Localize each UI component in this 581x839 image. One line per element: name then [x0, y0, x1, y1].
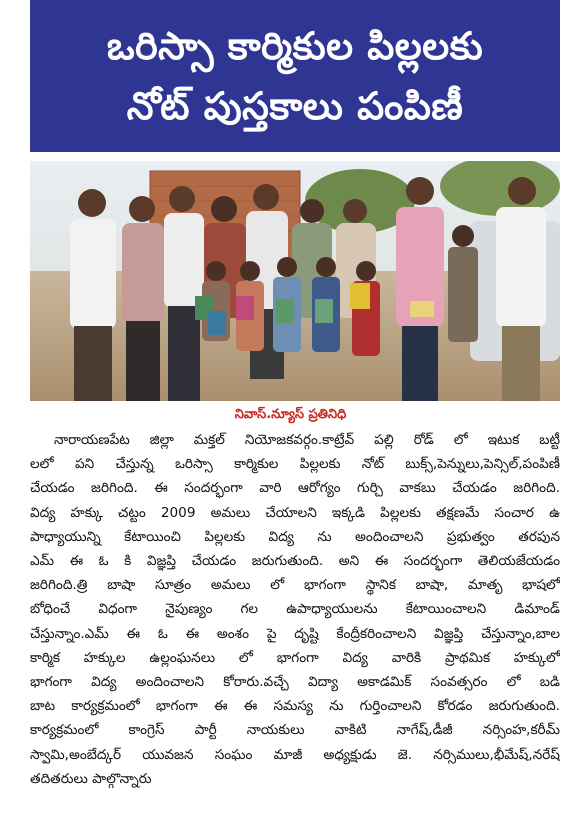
- news-photo: [30, 161, 560, 401]
- article-line: చేయడం జరిగింది. ఈ సందర్భంగా వారి ఆరోగ్యం గుర్చి వాకబు చేయడం జరిగింది.: [30, 480, 560, 497]
- article-line: విద్య హక్కు చట్టం 2009 అమలు చేయాలని ఇక్కడి పిల్లలకు తక్షణమే సంచార ఉ: [30, 504, 560, 521]
- article-line: చేస్తున్నాం.ఎమ్ ఈ ఓ ఈ అంశం పై దృష్టి కేంద్రీకరించాలని విజ్ఞప్తి చేస్తున్నాం,బాల: [30, 625, 560, 642]
- article-line: కార్మిక హక్కుల ఉల్లంఘనలు లో భాగంగా విద్య వారికి ప్రాథమిక హక్కులో: [30, 649, 560, 666]
- article-body: [30, 428, 560, 791]
- article-line: బాట కార్యక్రమంలో భాగంగా ఈ ఈ సమస్య ను గుర్తించాలని కోరడం జరుగుతుంది.: [30, 698, 560, 715]
- article-line: జరిగింది.త్రి బాషా సూత్రం అమలు లో భాగంగా స్థానిక బాషా, మాతృ భాషలో: [30, 577, 560, 594]
- article-line: బోధించే విధంగా నైపుణ్యం గల ఉపాధ్యాయులను కేటాయించాలని డిమాండ్: [30, 601, 560, 618]
- byline: నివాస్.న్యూస్ ప్రతినిధి: [234, 407, 347, 422]
- article-line: ఎమ్ ఈ ఓ కి విజ్ఞప్తి చేయడం జరుగుతుంది. అని ఈ సందర్భంగా తెలియజేయడం: [30, 553, 560, 570]
- article-line: లలో పని చేస్తున్న ఒరిస్సా కార్మికుల పిల్లలకు నోట్ బుక్స్,పెన్నులు,పెన్సిల్,పంపిణీ: [30, 456, 560, 473]
- headline-line-2: నోట్ పుస్తకాలు పంపిణీ: [126, 84, 464, 128]
- headline-banner: [30, 0, 560, 152]
- article-line: నారాయణపేట జిల్లా మక్తల్ నియోజకవర్గం.కాట్రేవ్ పల్లి రోడ్ లో ఇటుక బట్టీ: [54, 432, 560, 448]
- article-line: కార్యక్రమంలో కాంగ్రెస్ పార్టీ నాయకులు వాకిటి నాగేష్,డీజీ నర్సింహ,కరీమ్: [30, 722, 560, 739]
- article-line: స్వామి,అంబేద్కర్ యువజన సంఘం మాజీ అధ్యక్షుడు జె. నర్సిములు,భీమేష్,నరేష్: [30, 746, 560, 763]
- headline-line-1: ఒరిస్సా కార్మికుల పిల్లలకు: [106, 24, 484, 68]
- article-line: తదితరులు పాల్గొన్నారు: [30, 770, 152, 787]
- article-line: భాగంగా విద్య అందించాలని కోరారు.వచ్చే విద్యా అకాడమిక్ సంవత్సరం లో బడి: [30, 674, 560, 691]
- article-line: పాధ్యాయున్ని కేటాయించి పిల్లలకు విద్య ను అందించాలని ప్రభుత్వం తరపున: [30, 528, 560, 545]
